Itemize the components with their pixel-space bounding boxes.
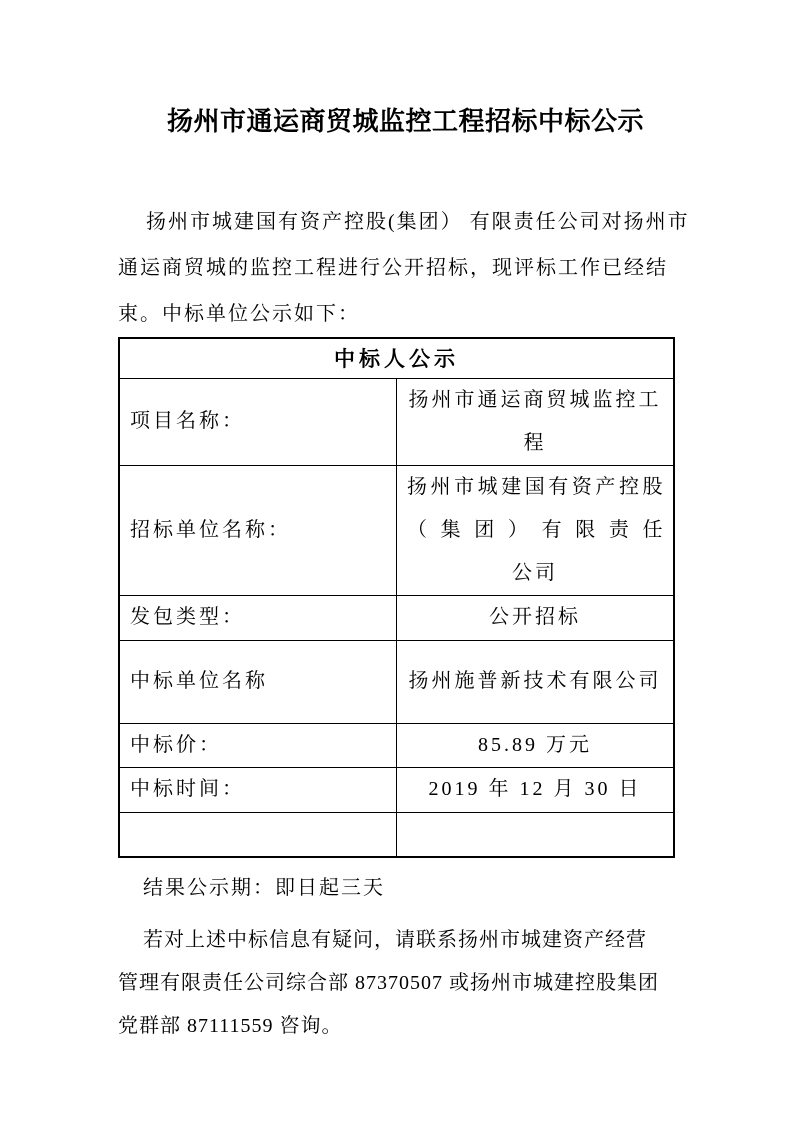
result-publicity-period: 结果公示期：即日起三天 — [143, 877, 385, 899]
contact-line-3: 党群部 87111559 咨询。 — [118, 1015, 343, 1037]
intro-line-1: 扬州市城建国有资产控股(集团） 有限责任公司对扬州市 — [146, 211, 690, 233]
tendering-unit-label: 招标单位名称： — [119, 465, 397, 595]
winning-date-label: 中标时间： — [119, 767, 397, 812]
tendering-unit-value-line-1: 扬州市城建国有资产控股（集团）有限责任 — [407, 475, 663, 541]
page-title: 扬州市通运商贸城监控工程招标中标公示 — [166, 107, 644, 136]
tendering-unit-value — [397, 465, 675, 595]
intro-paragraph — [118, 199, 690, 337]
empty-row-label — [119, 812, 397, 857]
empty-row-value — [397, 812, 675, 857]
contact-line-2: 管理有限责任公司综合部 87370507 或扬州市城建控股集团 — [118, 972, 659, 994]
award-announcement-table — [118, 337, 675, 858]
project-name-label: 项目名称： — [119, 378, 397, 465]
winning-date-row — [119, 767, 674, 812]
contract-type-value: 公开招标 — [397, 595, 675, 640]
tendering-unit-row — [119, 465, 674, 595]
contact-paragraph — [118, 919, 675, 1048]
intro-line-2: 通运商贸城的监控工程进行公开招标，现评标工作已经结 — [118, 257, 668, 279]
table-title: 中标人公示 — [119, 338, 674, 378]
winning-unit-value: 扬州施普新技术有限公司 — [397, 640, 675, 723]
winning-unit-row — [119, 640, 674, 723]
intro-line-3: 束。中标单位公示如下： — [118, 303, 360, 325]
contract-type-label: 发包类型： — [119, 595, 397, 640]
winning-price-value: 85.89 万元 — [397, 723, 675, 767]
winning-price-row — [119, 723, 674, 767]
document-content — [118, 0, 690, 1048]
project-name-value: 扬州市通运商贸城监控工程 — [397, 378, 675, 465]
tendering-unit-value-line-2: 公司 — [512, 561, 558, 584]
empty-row — [119, 812, 674, 857]
project-name-row — [119, 378, 674, 465]
contract-type-row — [119, 595, 674, 640]
table-title-row — [119, 338, 674, 378]
winning-price-label: 中标价： — [119, 723, 397, 767]
winning-date-value: 2019 年 12 月 30 日 — [397, 767, 675, 812]
contact-line-1: 若对上述中标信息有疑问，请联系扬州市城建资产经营 — [143, 929, 647, 951]
winning-unit-label: 中标单位名称 — [119, 640, 397, 723]
